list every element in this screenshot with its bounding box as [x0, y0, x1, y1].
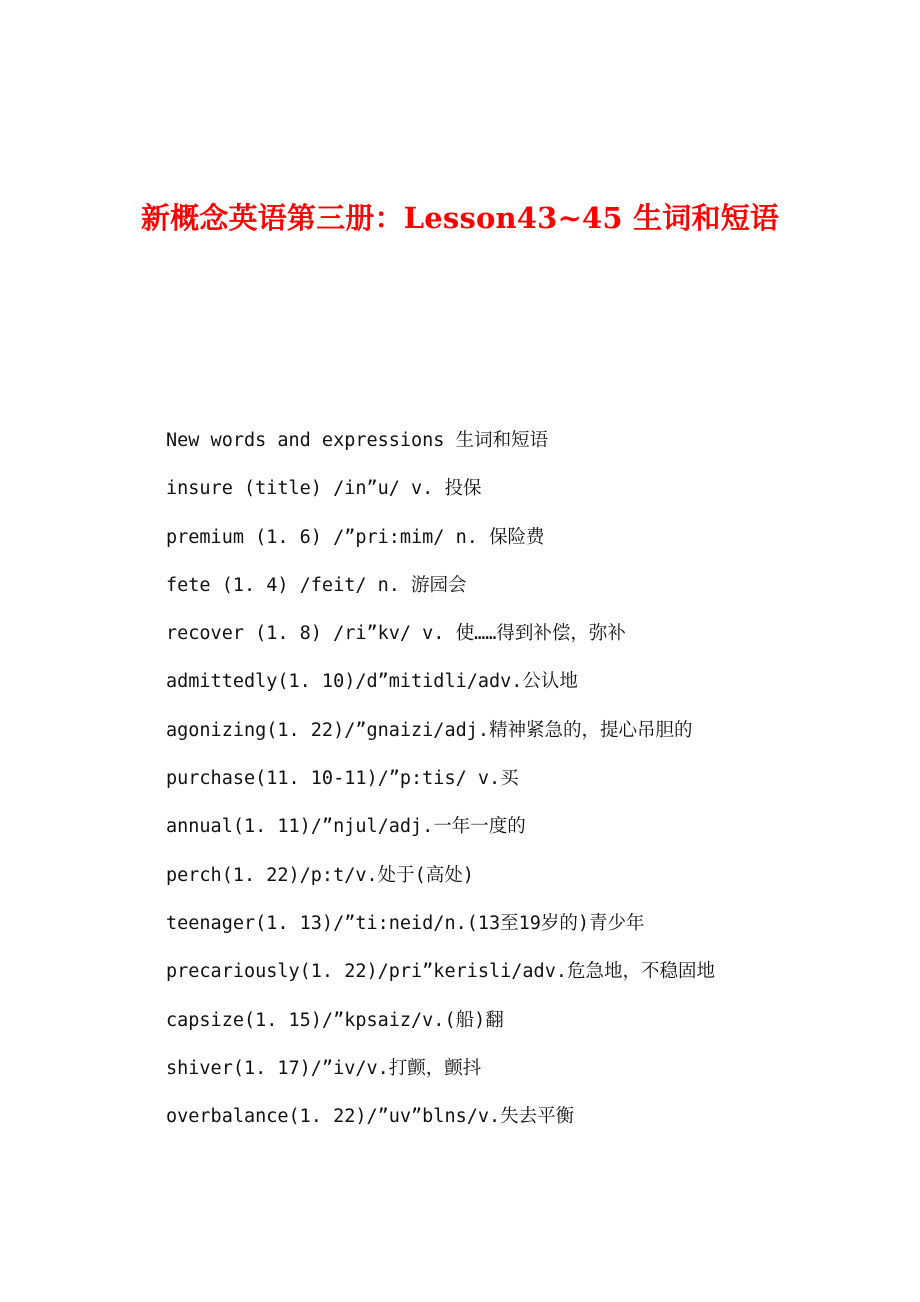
vocab-entry: purchase(11. 10-11)/”p:tis/ v.买 — [166, 768, 519, 790]
vocab-entry: premium (1. 6) /”pri:mim/ n. 保险费 — [166, 526, 545, 548]
vocabulary-list — [166, 424, 886, 1148]
vocab-entry: insure (title) /in”u/ v. 投保 — [166, 478, 482, 500]
vocab-entry: perch(1. 22)/p:t/v.处于(高处) — [166, 864, 474, 886]
vocab-entry: recover (1. 8) /ri”kv/ v. 使……得到补偿，弥补 — [166, 623, 626, 645]
document-title: 新概念英语第三册：Lesson43~45 生词和短语 — [140, 201, 780, 235]
vocab-entry: admittedly(1. 10)/d”mitidli/adv.公认地 — [166, 671, 578, 693]
vocab-entry: shiver(1. 17)/”iv/v.打颤，颤抖 — [166, 1057, 482, 1079]
list-header: New words and expressions 生词和短语 — [166, 430, 549, 451]
vocab-entry: agonizing(1. 22)/”gnaizi/adj.精神紧急的，提心吊胆的 — [166, 719, 693, 741]
vocab-entry: annual(1. 11)/”njul/adj.一年一度的 — [166, 816, 526, 838]
vocab-entry: overbalance(1. 22)/”uv”blns/v.失去平衡 — [166, 1106, 575, 1128]
vocab-entry: fete (1. 4) /feit/ n. 游园会 — [166, 574, 467, 596]
vocab-entry: precariously(1. 22)/pri”kerisli/adv.危急地，不稳固地 — [166, 961, 715, 983]
vocab-entry: capsize(1. 15)/”kpsaiz/v.(船)翻 — [166, 1009, 504, 1031]
vocab-entry: teenager(1. 13)/”ti:neid/n.(13至19岁的)青少年 — [166, 912, 645, 934]
